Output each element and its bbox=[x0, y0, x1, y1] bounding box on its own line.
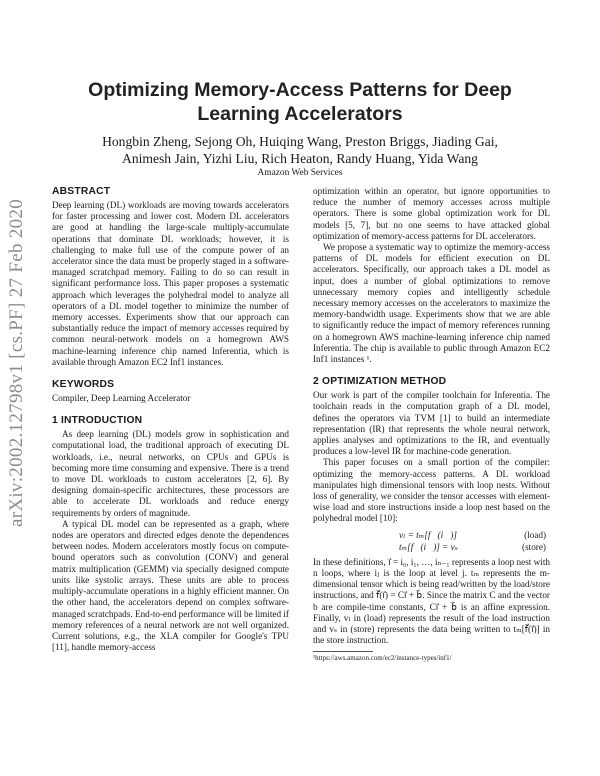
abstract-heading: ABSTRACT bbox=[52, 186, 111, 197]
intro-paragraph-3: optimization within an operator, but ignore opportunities to reduce the number of memory accesses across multiple operators. There is some global optimization work for DL models [5, 7], but no one seems to have attacked global optimization of memory-access patterns for DL accelerators. bbox=[313, 186, 550, 241]
footnote: ¹https://aws.amazon.com/ec2/instance-types/inf1/ bbox=[313, 654, 452, 663]
arxiv-identifier-margin bbox=[0, 178, 34, 548]
paper-title: Optimizing Memory-Access Patterns for Deep Learning Accelerators bbox=[88, 79, 512, 125]
arxiv-identifier: arXiv:2002.12798v1 [cs.PF] 27 Feb 2020 bbox=[6, 198, 27, 528]
intro-paragraph-4: We propose a systematic way to optimize the memory-access patterns of DL models for efficient execution on DL accelerators. Specifically, our approach takes a DL model as input, does a number of global optimizations to remove unnecessary memory copies and intelligently schedule necessary memory accesses on the accelerators to maximize the memory-bandwidth usage. Experiments show that we are able to significantly reduce the impact of memory references running on a homegrown AWS machine-learning inference chip named Inferentia. The chip is available to public through Amazon EC2 Inf1 instances ¹. bbox=[313, 242, 550, 365]
method-paragraph-3: In these definitions, i⃗ = i₀, i₁, …, iₙ₋₁ represents a loop nest with n loops, where iⱼ is the loop at level j. tₘ represents the m-dimensional tensor which is being read/written by the load/store instructions, and f⃗(i⃗) = Ci⃗ + b⃗. Since the matrix C and the vector b are compile-time constants, Ci⃗ + b⃗ is an affine expression. Finally, vₗ in (load) represents the result of the load instruction and vₛ in (store) represents the data being written to tₘ[f⃗(i⃗)] in the store instruction. bbox=[313, 556, 550, 646]
equation-load-tag: (load) bbox=[524, 529, 546, 540]
intro-paragraph-2: A typical DL model can be represented as a graph, where nodes are operators and directed edges denote the dependences between nodes. Modern accelerators mostly focus on compute-bound operators such as convolution (CONV) and general matrix multiplication (GEMM) via specially designed compute units like systolic arrays. These units are able to process multiply-accumulate operations in a highly efficient manner. On the other hand, the accelerators depend on complex software-managed scratchpads. End-to-end performance will be limited if memory references of a neural network are not well organized. Current solutions, e.g., the XLA compiler for Google's TPU [11], handle memory-access bbox=[52, 518, 289, 653]
keywords-heading: KEYWORDS bbox=[52, 379, 115, 391]
left-column bbox=[52, 186, 289, 653]
abstract-text: Deep learning (DL) workloads are moving towards accelerators for faster processing and lower cost. Modern DL accelerators are good at handling the large-scale multiply-accumulate operations that dominate DL workloads; however, it is challenging to make full use of the compute power of an accelerator since the data must be properly staged in a software-managed scratchpad memory. Failing to do so can result in significant performance loss. This paper proposes a systematic approach which leverages the polyhedral model to analyze all operators of a DL model together to minimize the number of memory accesses. Experiments show that our approach can substantially reduce the impact of memory accesses required by common neural-network models on a homegrown AWS machine-learning inference chip named Inferentia, which is available through Amazon EC2 Inf1 instances. bbox=[52, 200, 289, 367]
author-line-1: Hongbin Zheng, Sejong Oh, Huiqing Wang, Preston Briggs, Jiading Gai, bbox=[102, 134, 498, 149]
introduction-heading: 1 INTRODUCTION bbox=[52, 415, 143, 427]
affiliation: Amazon Web Services bbox=[257, 168, 343, 178]
author-list bbox=[60, 133, 540, 167]
intro-paragraph-1: As deep learning (DL) models grow in sophistication and computational load, the traditional approach of executing DL workloads, i.e., neural networks, on CPUs and GPUs is becoming more time consuming and expensive. There is a trend to move DL workloads to custom accelerators [2, 6]. By designing domain-specific architectures, these processors are able to accelerate DL workloads and reduce energy requirements by orders of magnitude. bbox=[52, 429, 289, 518]
equation-load bbox=[313, 529, 550, 541]
method-paragraph-1: Our work is part of the compiler toolchain for Inferentia. The toolchain reads in the computation graph of a DL model, defines the operators via TVM [1] to build an intermediate representation (IR) that represents the whole neural network, applies analyses and optimizations to the IR, and eventually produces a low-level IR for machine-code generation. bbox=[313, 390, 550, 457]
method-paragraph-2: This paper focuses on a small portion of the compiler: optimizing the memory-access patterns. A DL workload manipulates high dimensional tensors with loop nests. Without loss of generality, we consider the tensor accesses with element-wise load and store instructions inside a loop nest based on the polyhedral model [10]: bbox=[313, 457, 550, 524]
equation-store-expression: tₘ[f⃗(i⃗)] = vₛ bbox=[399, 541, 458, 552]
keywords-text: Compiler, Deep Learning Accelerator bbox=[52, 393, 191, 404]
equation-store bbox=[313, 541, 550, 553]
right-column bbox=[313, 186, 550, 663]
equation-store-tag: (store) bbox=[522, 541, 546, 552]
method-heading: 2 OPTIMIZATION METHOD bbox=[313, 376, 447, 388]
author-line-2: Animesh Jain, Yizhi Liu, Rich Heaton, Randy Huang, Yida Wang bbox=[122, 151, 478, 166]
equation-load-expression: vₗ = tₘ[f⃗(i⃗)] bbox=[399, 529, 457, 540]
footnote-rule bbox=[313, 651, 373, 652]
